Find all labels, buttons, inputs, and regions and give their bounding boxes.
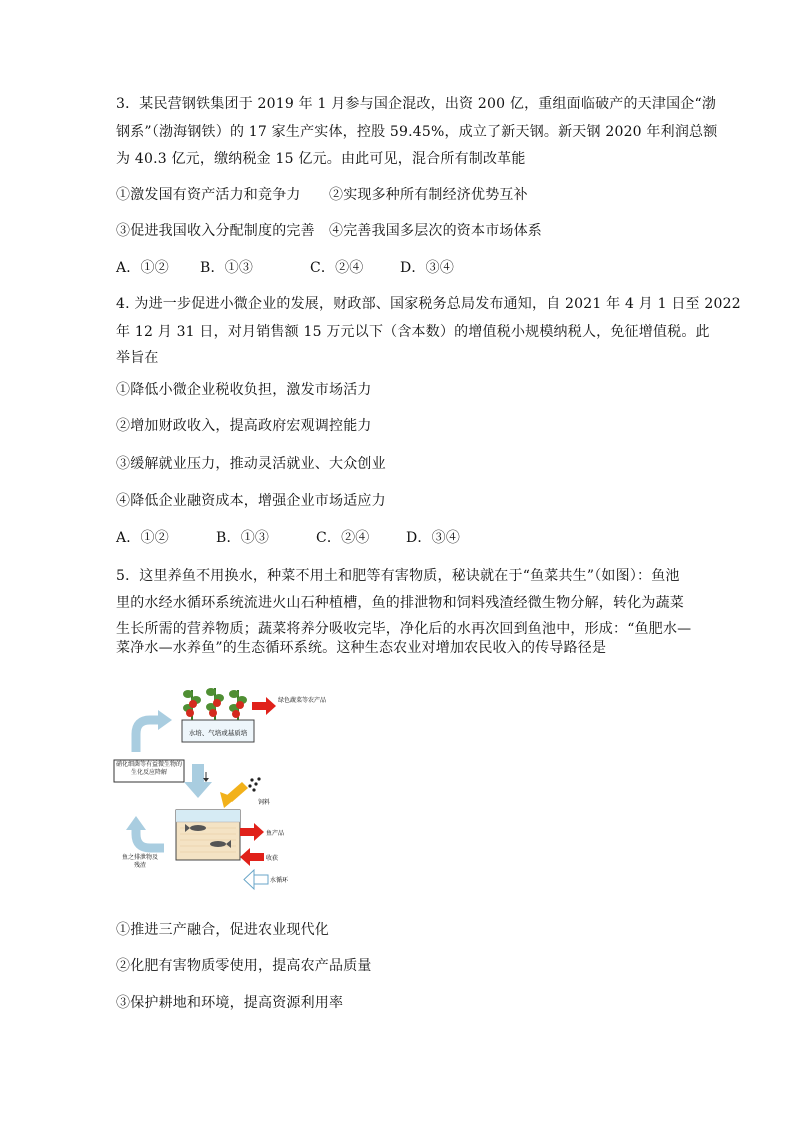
q4-stem-line-3: 举旨在 — [116, 350, 159, 366]
q5-item-1: ①推进三产融合，促进农业现代化 — [116, 922, 329, 938]
q4-options — [116, 528, 460, 548]
fish-output-label: 鱼产品 — [266, 830, 285, 837]
q5-item-3: ③保护耕地和环境，提高资源利用率 — [116, 995, 344, 1011]
microbe-label: 硝化细菌等有益微生物的生化反应降解 — [115, 761, 182, 776]
q4-item-1: ①降低小微企业税收负担，激发市场活力 — [116, 382, 372, 398]
microbe-box — [114, 760, 184, 782]
fish-tank — [176, 810, 240, 860]
vegetable-output-arrow-icon — [252, 697, 276, 715]
q4-item-3: ③缓解就业压力，推动灵活就业、大众创业 — [116, 456, 386, 472]
q4-stem-line-1: 4. 为进一步促进小微企业的发展，财政部、国家税务总局发布通知，自 2021 年 4 月 1 日至 2022 — [116, 296, 741, 312]
q3-items-row-2: ③促进我国收入分配制度的完善 ④完善我国多层次的资本市场体系 — [116, 223, 542, 239]
q5-item-2: ②化肥有害物质零使用，提高农产品质量 — [116, 958, 372, 974]
q4-option-b[interactable]: B．①③ — [216, 530, 270, 546]
q3-items-row-1: ①激发国有资产活力和竞争力 ②实现多种所有制经济优势互补 — [116, 187, 528, 203]
fish-output-arrow-icon — [240, 823, 264, 841]
plant-trough — [182, 720, 254, 742]
curved-arrow-left-icon — [126, 816, 164, 848]
tomato-plants-icon — [183, 688, 247, 720]
q3-stem-line-3: 为 40.3 亿元，缴纳税金 15 亿元。由此可见，混合所有制改革能 — [116, 151, 526, 167]
fish-waste-label: 鱼之排泄物及残渣 — [121, 854, 158, 869]
q4-option-c[interactable]: C．②④ — [316, 530, 370, 546]
water-cycle-arrow-icon — [244, 870, 268, 889]
q4-item-2: ②增加财政收入，提高政府宏观调控能力 — [116, 418, 372, 434]
trough-label: 水培、气培或基质培 — [188, 729, 248, 737]
aquaponics-diagram — [114, 682, 327, 890]
q3-option-d[interactable]: D．③④ — [400, 260, 455, 276]
feed-pellets-icon — [248, 777, 260, 791]
q3-stem-line-2: 钢系”（渤海钢铁）的 17 家生产实体，控股 59.45%，成立了新天钢。新天钢 2020 年利润总额 — [116, 124, 718, 140]
curved-arrow-up-icon — [136, 710, 172, 752]
q4-option-d[interactable]: D．③④ — [406, 530, 461, 546]
q4-stem-line-2: 年 12 月 31 日，对月销售额 15 万元以下（含本数）的增值税小规模纳税人，免征增值税。此 — [116, 324, 710, 340]
feed-label: 饲料 — [258, 799, 271, 806]
q3-option-b[interactable]: B．①③ — [200, 260, 254, 276]
down-arrow-icon — [184, 764, 212, 798]
water-cycle-label: 水循环 — [270, 877, 289, 884]
q3-options — [116, 258, 454, 278]
q5-stem-line-4: 菜净水—水养鱼”的生态循环系统。这种生态农业对增加农民收入的传导路径是 — [116, 640, 607, 656]
q3-option-c[interactable]: C．②④ — [310, 260, 364, 276]
vegetable-output-label: 绿色蔬菜等农产品 — [278, 697, 327, 704]
feed-arrow-icon — [220, 782, 248, 808]
q4-item-4: ④降低企业融资成本，增强企业市场适应力 — [116, 493, 386, 509]
harvest-label: 收获 — [266, 855, 279, 862]
q5-stem-line-1: 5．这里养鱼不用换水，种菜不用土和肥等有害物质，秘诀就在于“鱼菜共生”（如图）：鱼池 — [116, 568, 680, 584]
q3-option-a[interactable]: A．①② — [116, 260, 169, 276]
harvest-arrow-icon — [240, 848, 264, 866]
q5-stem-line-2: 里的水经水循环系统流进火山石种植槽，鱼的排泄物和饲料残渣经微生物分解，转化为蔬菜 — [116, 595, 684, 611]
q5-stem-line-3: 生长所需的营养物质；蔬菜将养分吸收完毕，净化后的水再次回到鱼池中，形成：“鱼肥水— — [116, 621, 692, 637]
q3-stem-line-1: 3．某民营钢铁集团于 2019 年 1 月参与国企混改，出资 200 亿，重组面临破产的天津国企“渤 — [116, 96, 717, 112]
q4-option-a[interactable]: A．①② — [116, 530, 169, 546]
